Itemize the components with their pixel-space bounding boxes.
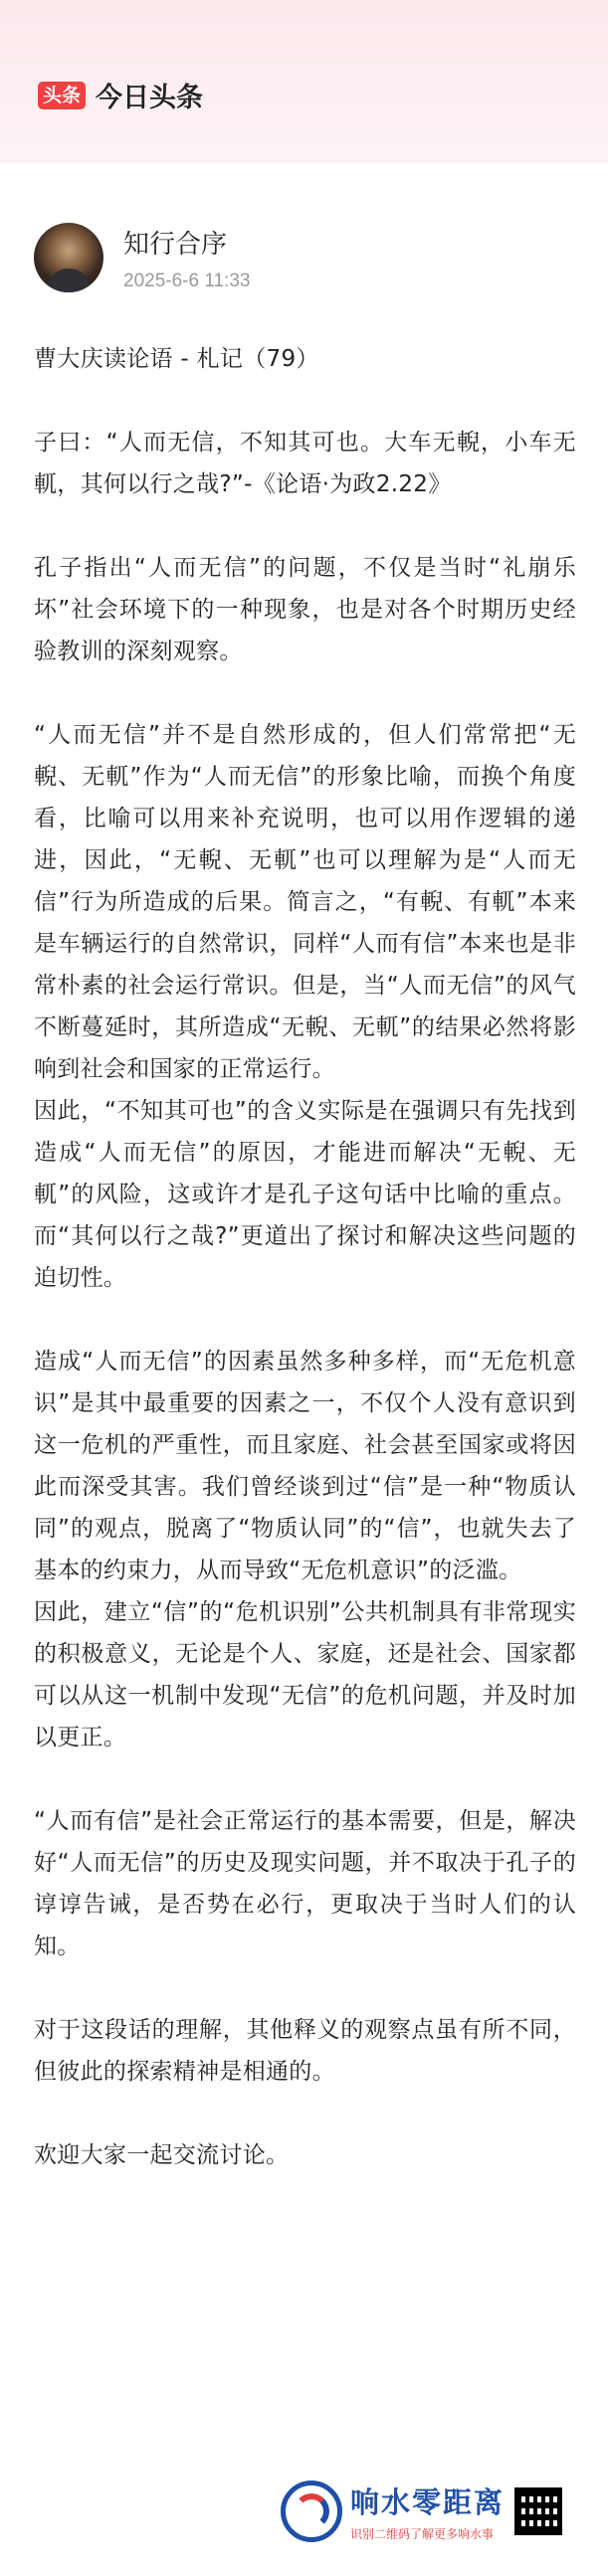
app-name: 今日头条	[96, 83, 204, 113]
author-block[interactable]	[34, 223, 250, 292]
spacer	[34, 505, 576, 547]
paragraph: 因此，“不知其可也”的含义实际是在强调只有先找到造成“人而无信”的原因，才能进而解决“无輗、无軏”的风险，这或许才是孔子这句话中比喻的重点。而“其何以行之哉?”更道出了探讨和解决这些问题的迫切性。	[34, 1098, 576, 1291]
article-body	[34, 338, 576, 2176]
paragraph: 孔子指出“人而无信”的问题，不仅是当时“礼崩乐坏”社会环境下的一种现象，也是对各个时期历史经验教训的深刻观察。	[34, 555, 576, 664]
paragraph: 子曰：“人而无信，不知其可也。大车无輗，小车无軏，其何以行之哉?”-《论语·为政2.22》	[34, 430, 576, 497]
paragraph: 造成“人而无信”的因素虽然多种多样，而“无危机意识”是其中最重要的因素之一，不仅个人没有意识到这一危机的严重性，而且家庭、社会甚至国家或将因此而深受其害。我们曾经谈到过“信”是一种“物质认同”的观点，脱离了“物质认同”的“信”，也就失去了基本的约束力，从而导致“无危机意识”的泛滥。	[34, 1349, 576, 1583]
article-title: 曹大庆读论语 - 札记（79）	[34, 346, 319, 372]
spacer	[34, 380, 576, 422]
paragraph: “人而无信”并不是自然形成的，但人们常常把“无輗、无軏”作为“人而无信”的形象比喻，而换个角度看，比喻可以用来补充说明，也可以用作逻辑的递进，因此，“无輗、无軏”也可以理解为是“人而无信”行为所造成的后果。简言之，“有輗、有軏”本来是车辆运行的自然常识，同样“人而有信”本来也是非常朴素的社会运行常识。但是，当“人而无信”的风气不断蔓延时，其所造成“无輗、无軏”的结果必然将影响到社会和国家的正常运行。	[34, 722, 576, 1082]
watermark-title: 响水零距离	[350, 2485, 506, 2519]
paragraph: “人而有信”是社会正常运行的基本需要，但是，解决好“人而无信”的历史及现实问题，并不取决于孔子的谆谆告诫，是否势在必行，更取决于当时人们的认知。	[34, 1808, 576, 1959]
spacer	[34, 1299, 576, 1341]
qr-code-icon	[514, 2487, 562, 2535]
avatar[interactable]	[34, 223, 103, 292]
watermark-subtitle: 识别二维码了解更多响水事	[350, 2527, 495, 2541]
paragraph: 欢迎大家一起交流讨论。	[34, 2142, 290, 2168]
watermark	[281, 2457, 599, 2566]
watermark-logo-icon	[281, 2481, 342, 2542]
paragraph: 对于这段话的理解，其他释义的观察点虽有所不同，但彼此的探索精神是相通的。	[34, 2017, 576, 2085]
author-meta	[123, 224, 250, 292]
watermark-text	[350, 2481, 505, 2542]
spacer	[34, 672, 576, 714]
author-name[interactable]: 知行合序	[123, 229, 228, 260]
toutiao-logo-icon: 头条	[38, 82, 86, 109]
spacer	[34, 2093, 576, 2134]
paragraph: 因此，建立“信”的“危机识别”公共机制具有非常现实的积极意义，无论是个人、家庭，还是社会、国家都可以从这一机制中发现“无信”的危机问题，并及时加以更正。	[34, 1599, 576, 1750]
top-bar	[0, 0, 608, 163]
publish-time: 2025-6-6 11:33	[123, 270, 251, 291]
toutiao-brand[interactable]	[38, 76, 203, 114]
spacer	[34, 1758, 576, 1800]
spacer	[34, 1967, 576, 2009]
